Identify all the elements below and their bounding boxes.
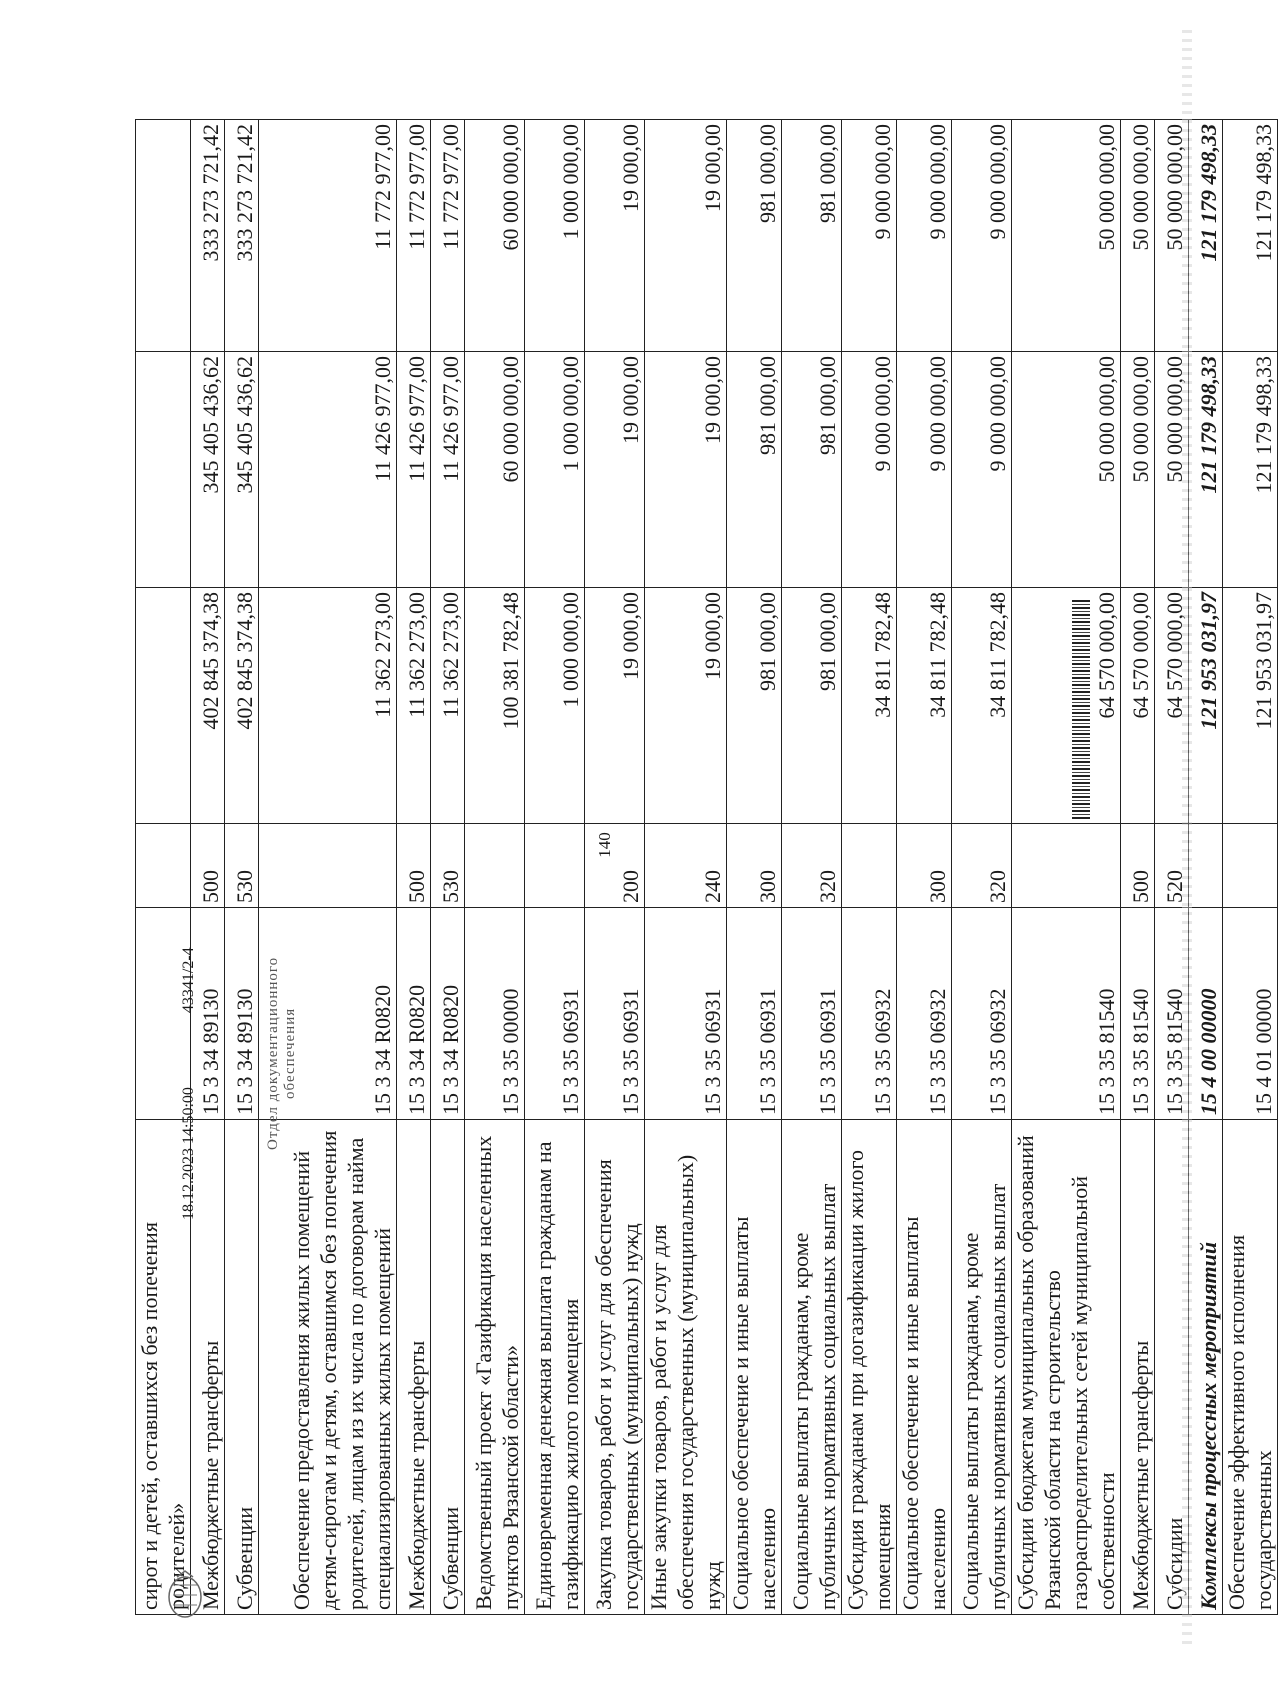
row-value-2024-cell: 9 000 000,00 xyxy=(842,352,897,588)
row-value-2023-cell: 402 845 374,38 xyxy=(191,588,225,824)
row-value-2025-cell: 9 000 000,00 xyxy=(897,120,952,352)
row-vr-cell: 300 xyxy=(897,824,952,908)
table-row xyxy=(1012,120,1121,1615)
row-vr-cell xyxy=(842,824,897,908)
row-vr-cell xyxy=(1012,824,1121,908)
row-value-2025-cell: 19 000,00 xyxy=(645,120,727,352)
footer-timestamp: 18.12.2023 14:50:00 xyxy=(180,1087,197,1220)
row-name-cell: сирот и детей, оставшихся без попечения родителей» xyxy=(136,1120,191,1615)
row-vr-cell: 500 xyxy=(191,824,225,908)
row-code-cell: 15 3 35 06932 xyxy=(842,908,897,1120)
row-value-2025-cell: 19 000,00 xyxy=(585,120,645,352)
row-code-cell: 15 3 35 06931 xyxy=(782,908,842,1120)
table-row xyxy=(136,120,191,1615)
row-code-cell: 15 3 35 81540 xyxy=(1012,908,1121,1120)
row-value-2023-cell: 1 000 000,00 xyxy=(525,588,585,824)
row-value-2023-cell: 11 362 273,00 xyxy=(259,588,397,824)
stamp-line-2: обеспечения xyxy=(282,1007,298,1099)
row-name-cell: Закупка товаров, работ и услуг для обеспечения государственных (муниципальных) нужд xyxy=(585,1120,645,1615)
row-name-cell: Субсидии xyxy=(1155,1120,1189,1615)
row-value-2024-cell: 50 000 000,00 xyxy=(1121,352,1155,588)
row-code-cell: 15 3 35 06931 xyxy=(727,908,782,1120)
rotated-page-content xyxy=(135,120,1276,1615)
row-code-cell: 15 4 01 00000 xyxy=(1223,908,1278,1120)
table-row xyxy=(585,120,645,1615)
row-vr-cell: 200 xyxy=(585,824,645,908)
row-value-2025-cell: 11 772 977,00 xyxy=(431,120,465,352)
row-value-2025-cell: 50 000 000,00 xyxy=(1155,120,1189,352)
row-name-cell: Межбюджетные трансферты xyxy=(1121,1120,1155,1615)
table-row xyxy=(465,120,525,1615)
row-value-2023-cell: 19 000,00 xyxy=(585,588,645,824)
row-value-2023-cell: 981 000,00 xyxy=(727,588,782,824)
table-row xyxy=(645,120,727,1615)
row-name-cell: Субвенции xyxy=(225,1120,259,1615)
budget-table-body xyxy=(136,120,1278,1615)
table-row xyxy=(225,120,259,1615)
row-name-cell: Единовременная денежная выплата гражданам на газификацию жилого помещения xyxy=(525,1120,585,1615)
row-value-2025-cell: 121 179 498,33 xyxy=(1189,120,1223,352)
row-value-2025-cell: 60 000 000,00 xyxy=(465,120,525,352)
row-name-cell: Ведомственный проект «Газификация населенных пунктов Рязанской области» xyxy=(465,1120,525,1615)
row-name-cell: Межбюджетные трансферты xyxy=(191,1120,225,1615)
row-value-2023-cell: 11 362 273,00 xyxy=(431,588,465,824)
row-value-2023-cell: 402 845 374,38 xyxy=(225,588,259,824)
row-value-2024-cell: 19 000,00 xyxy=(645,352,727,588)
row-value-2024-cell xyxy=(136,352,191,588)
row-vr-cell xyxy=(1223,824,1278,908)
footer-doc-id: 43341/2-4 xyxy=(180,947,197,1014)
stamp-line-1: Отдел документационного xyxy=(265,956,281,1150)
row-vr-cell: 500 xyxy=(397,824,431,908)
row-vr-cell: 240 xyxy=(645,824,727,908)
row-value-2025-cell: 333 273 721,42 xyxy=(191,120,225,352)
row-value-2024-cell: 11 426 977,00 xyxy=(259,352,397,588)
row-code-cell: 15 3 35 06931 xyxy=(585,908,645,1120)
table-row xyxy=(952,120,1012,1615)
scan-barcode-mark xyxy=(1072,600,1090,820)
table-row xyxy=(1223,120,1278,1615)
row-vr-cell xyxy=(1189,824,1223,908)
row-value-2024-cell: 50 000 000,00 xyxy=(1012,352,1121,588)
row-code-cell: 15 3 34 89130 xyxy=(191,908,225,1120)
row-value-2025-cell: 9 000 000,00 xyxy=(952,120,1012,352)
table-row xyxy=(842,120,897,1615)
row-name-cell: Социальные выплаты гражданам, кроме публичных нормативных социальных выплат xyxy=(952,1120,1012,1615)
row-value-2023-cell: 64 570 000,00 xyxy=(1121,588,1155,824)
row-value-2025-cell: 50 000 000,00 xyxy=(1012,120,1121,352)
row-value-2024-cell: 11 426 977,00 xyxy=(431,352,465,588)
row-value-2023-cell: 19 000,00 xyxy=(645,588,727,824)
row-value-2023-cell xyxy=(136,588,191,824)
table-row xyxy=(191,120,225,1615)
row-value-2024-cell: 11 426 977,00 xyxy=(397,352,431,588)
row-vr-cell xyxy=(259,824,397,908)
row-value-2025-cell: 981 000,00 xyxy=(782,120,842,352)
row-name-cell: Обеспечение предоставления жилых помещений детям-сиротам и детям, оставшимся без попечения родителей, лицам из их числа по договорам найма специализированных жилых помещений xyxy=(259,1120,397,1615)
row-name-cell: Социальное обеспечение и иные выплаты населению xyxy=(897,1120,952,1615)
department-stamp xyxy=(265,957,299,1150)
row-code-cell: 15 3 35 06932 xyxy=(897,908,952,1120)
budget-table xyxy=(135,119,1278,1615)
row-value-2024-cell: 981 000,00 xyxy=(727,352,782,588)
row-name-cell: Обеспечение эффективного исполнения государственных xyxy=(1223,1120,1278,1615)
row-value-2023-cell: 34 811 782,48 xyxy=(842,588,897,824)
row-vr-cell: 530 xyxy=(225,824,259,908)
row-name-cell: Субсидии бюджетам муниципальных образований Рязанской области на строительство газораспределительных сетей муниципальной собственности xyxy=(1012,1120,1121,1615)
row-value-2025-cell: 333 273 721,42 xyxy=(225,120,259,352)
row-name-cell: Межбюджетные трансферты xyxy=(397,1120,431,1615)
row-value-2024-cell: 1 000 000,00 xyxy=(525,352,585,588)
row-value-2024-cell: 9 000 000,00 xyxy=(952,352,1012,588)
row-name-cell: Субсидия гражданам при догазификации жилого помещения xyxy=(842,1120,897,1615)
regional-emblem-icon xyxy=(155,1565,215,1625)
table-row xyxy=(431,120,465,1615)
row-value-2025-cell: 11 772 977,00 xyxy=(397,120,431,352)
row-name-cell: Социальное обеспечение и иные выплаты населению xyxy=(727,1120,782,1615)
row-value-2025-cell: 1 000 000,00 xyxy=(525,120,585,352)
row-code-cell: 15 3 35 00000 xyxy=(465,908,525,1120)
table-row xyxy=(782,120,842,1615)
table-row xyxy=(897,120,952,1615)
row-value-2024-cell: 121 179 498,33 xyxy=(1189,352,1223,588)
table-row xyxy=(525,120,585,1615)
row-vr-cell xyxy=(136,824,191,908)
row-value-2024-cell: 9 000 000,00 xyxy=(897,352,952,588)
row-code-cell: 15 3 35 06931 xyxy=(645,908,727,1120)
row-name-cell: Комплексы процессных мероприятий xyxy=(1189,1120,1223,1615)
table-row xyxy=(727,120,782,1615)
row-value-2024-cell: 121 179 498,33 xyxy=(1223,352,1278,588)
row-value-2024-cell: 345 405 436,62 xyxy=(225,352,259,588)
row-code-cell: 15 4 00 00000 xyxy=(1189,908,1223,1120)
row-name-cell: Социальные выплаты гражданам, кроме публичных нормативных социальных выплат xyxy=(782,1120,842,1615)
row-value-2024-cell: 981 000,00 xyxy=(782,352,842,588)
row-code-cell: 15 3 35 06931 xyxy=(525,908,585,1120)
row-value-2023-cell: 11 362 273,00 xyxy=(397,588,431,824)
row-value-2024-cell: 19 000,00 xyxy=(585,352,645,588)
row-value-2025-cell: 981 000,00 xyxy=(727,120,782,352)
row-vr-cell: 530 xyxy=(431,824,465,908)
row-value-2023-cell: 64 570 000,00 xyxy=(1155,588,1189,824)
table-row xyxy=(1189,120,1223,1615)
row-value-2023-cell: 34 811 782,48 xyxy=(952,588,1012,824)
row-value-2025-cell: 50 000 000,00 xyxy=(1121,120,1155,352)
row-value-2023-cell: 64 570 000,00 xyxy=(1012,588,1121,824)
row-value-2024-cell: 345 405 436,62 xyxy=(191,352,225,588)
row-code-cell: 15 3 34 89130 xyxy=(225,908,259,1120)
row-code-cell: 15 3 35 06932 xyxy=(952,908,1012,1120)
row-vr-cell: 320 xyxy=(952,824,1012,908)
row-name-cell: Иные закупки товаров, работ и услуг для обеспечения государственных (муниципальных) нужд xyxy=(645,1120,727,1615)
row-value-2023-cell: 100 381 782,48 xyxy=(465,588,525,824)
row-value-2025-cell: 9 000 000,00 xyxy=(842,120,897,352)
row-vr-cell xyxy=(525,824,585,908)
row-value-2024-cell: 50 000 000,00 xyxy=(1155,352,1189,588)
row-vr-cell: 520 xyxy=(1155,824,1189,908)
footer-stamp xyxy=(180,947,198,1220)
row-code-cell: 15 3 35 81540 xyxy=(1155,908,1189,1120)
row-code-cell: 15 3 35 81540 xyxy=(1121,908,1155,1120)
scan-edge-noise xyxy=(1182,30,1192,1650)
row-value-2025-cell xyxy=(136,120,191,352)
row-code-cell: 15 3 34 R0820 xyxy=(431,908,465,1120)
row-value-2023-cell: 121 953 031,97 xyxy=(1189,588,1223,824)
row-value-2025-cell: 121 179 498,33 xyxy=(1223,120,1278,352)
row-vr-cell xyxy=(465,824,525,908)
row-vr-cell: 300 xyxy=(727,824,782,908)
row-value-2024-cell: 60 000 000,00 xyxy=(465,352,525,588)
table-row xyxy=(1121,120,1155,1615)
row-value-2023-cell: 121 953 031,97 xyxy=(1223,588,1278,824)
row-code-cell: 15 3 34 R0820 xyxy=(259,908,397,1120)
row-value-2025-cell: 11 772 977,00 xyxy=(259,120,397,352)
row-value-2023-cell: 34 811 782,48 xyxy=(897,588,952,824)
row-vr-cell: 500 xyxy=(1121,824,1155,908)
row-value-2023-cell: 981 000,00 xyxy=(782,588,842,824)
table-row xyxy=(259,120,397,1615)
row-name-cell: Субвенции xyxy=(431,1120,465,1615)
table-row xyxy=(397,120,431,1615)
page-number: 140 xyxy=(594,832,614,858)
row-code-cell: 15 3 34 R0820 xyxy=(397,908,431,1120)
row-vr-cell: 320 xyxy=(782,824,842,908)
